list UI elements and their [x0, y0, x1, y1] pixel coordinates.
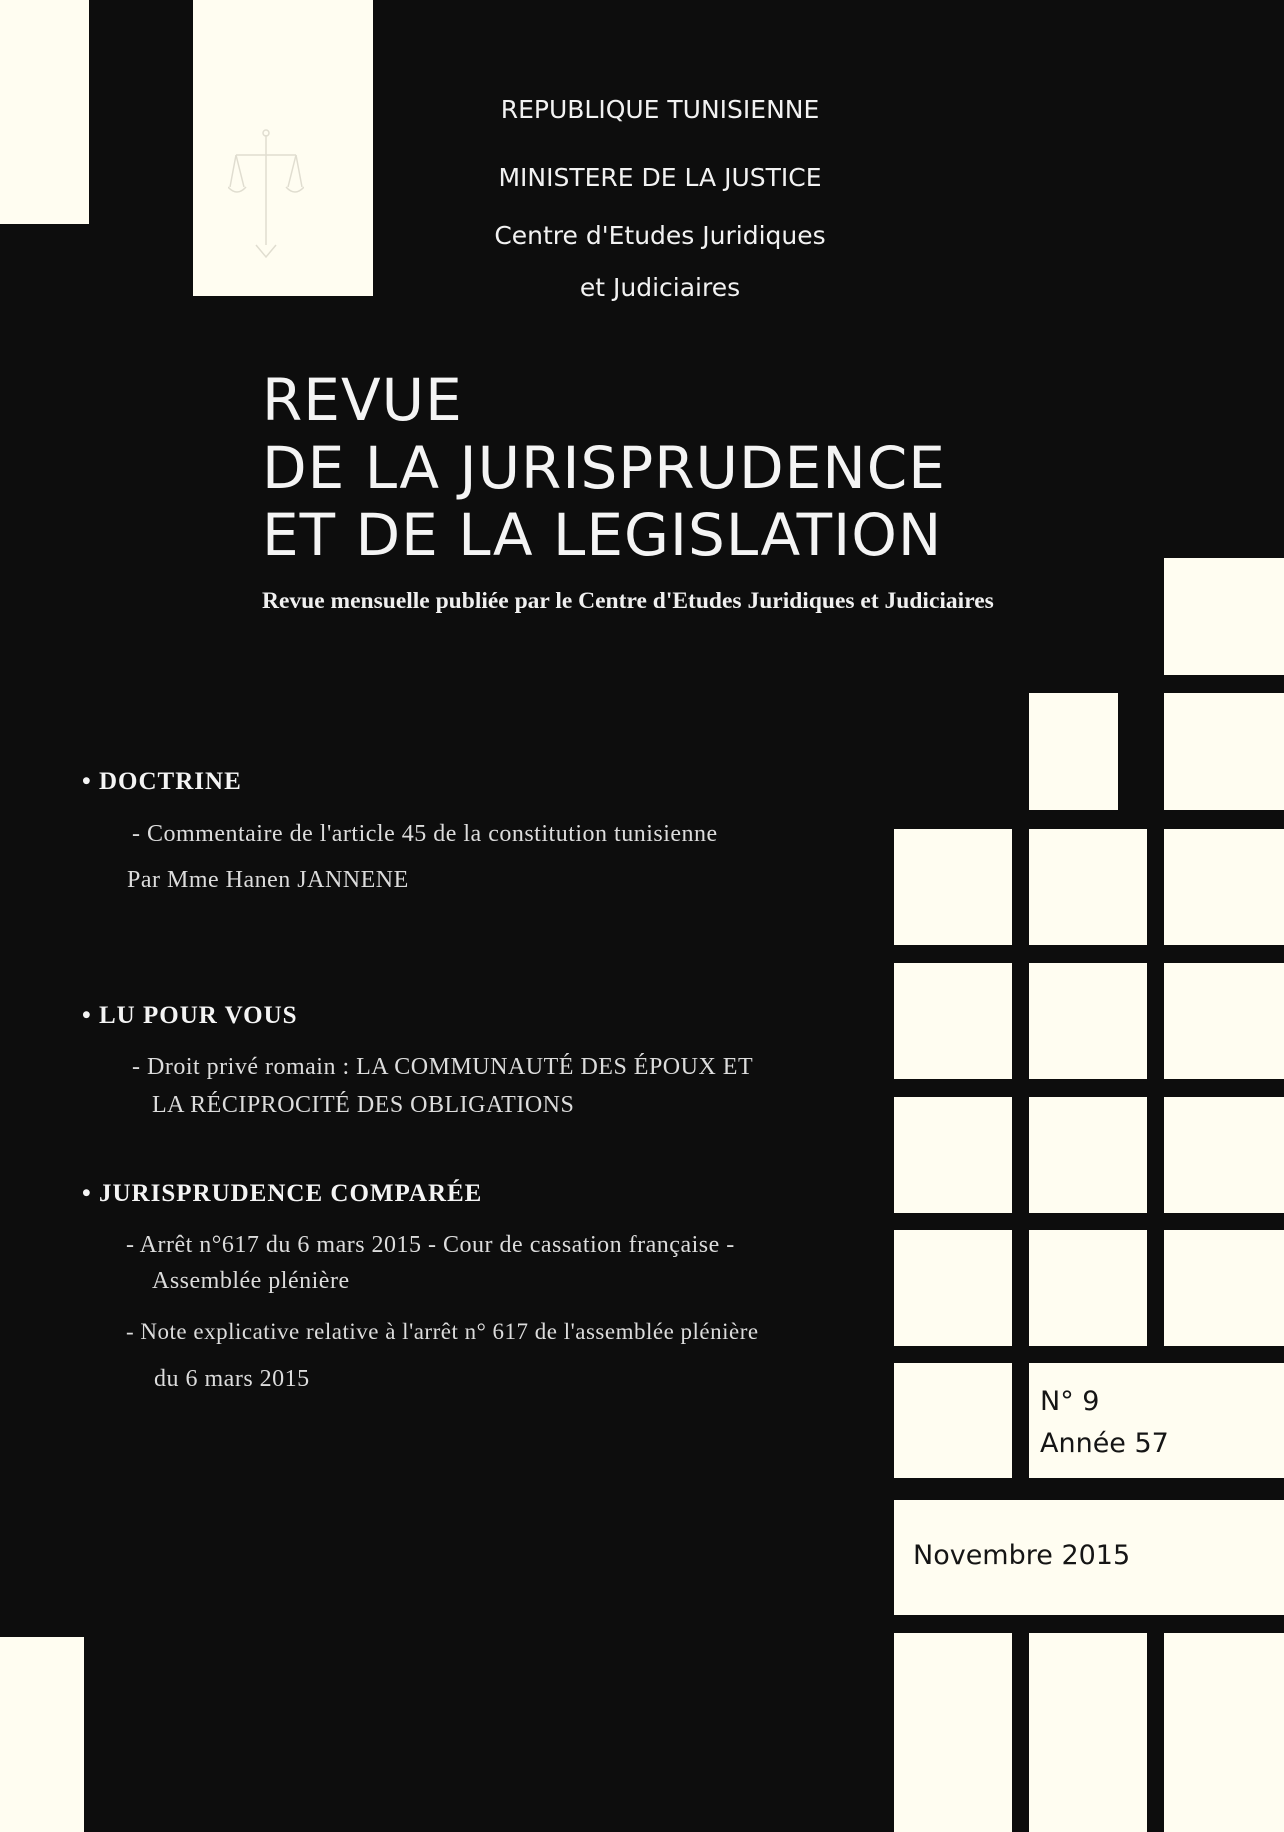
jurisprudence-article-1: - Arrêt n°617 du 6 mars 2015 - Cour de cassation française - [126, 1232, 735, 1258]
journal-subtitle: Revue mensuelle publiée par le Centre d'Etudes Juridiques et Judiciaires [262, 588, 994, 614]
grid-square [1164, 1230, 1284, 1346]
grid-square [1164, 963, 1284, 1079]
doctrine-author: Par Mme Hanen JANNENE [127, 867, 409, 893]
jurisprudence-article-1-line2: Assemblée plénière [152, 1268, 350, 1294]
grid-square [1029, 1633, 1147, 1832]
country-name: REPUBLIQUE TUNISIENNE [500, 95, 820, 124]
grid-square [894, 1633, 1012, 1832]
jurisprudence-article-2-line2: du 6 mars 2015 [154, 1366, 310, 1392]
journal-title-line3: ET DE LA LEGISLATION [262, 501, 943, 569]
grid-square [1029, 829, 1147, 945]
centre-name: Centre d'Etudes Juridiques [494, 221, 826, 250]
grid-square [1029, 963, 1147, 1079]
lu-pour-vous-article: - Droit privé romain : LA COMMUNAUTÉ DES ÉPOUX ET [132, 1054, 754, 1080]
grid-square [1029, 1097, 1147, 1213]
jurisprudence-article-2: - Note explicative relative à l'arrêt n° 617 de l'assemblée plénière [126, 1319, 759, 1344]
grid-square [1029, 1230, 1147, 1346]
journal-title-line2: DE LA JURISPRUDENCE [262, 434, 946, 502]
section-jurisprudence-comparee: • JURISPRUDENCE COMPARÉE [82, 1180, 483, 1207]
doctrine-article: - Commentaire de l'article 45 de la constitution tunisienne [132, 821, 718, 847]
section-doctrine: • DOCTRINE [82, 768, 242, 795]
section-lu-pour-vous: • LU POUR VOUS [82, 1002, 298, 1029]
grid-square [1164, 1097, 1284, 1213]
grid-square [894, 1363, 1012, 1478]
grid-square [894, 963, 1012, 1079]
decorative-square [0, 1637, 84, 1832]
issue-date: Novembre 2015 [913, 1540, 1131, 1571]
grid-square [1164, 558, 1284, 675]
grid-square [1164, 693, 1284, 810]
centre-name-line2: et Judiciaires [579, 273, 741, 302]
scales-of-justice-icon [228, 125, 304, 275]
grid-square [1164, 829, 1284, 945]
grid-square [894, 1230, 1012, 1346]
grid-square [1164, 1633, 1284, 1832]
issue-number-box [1029, 1363, 1284, 1478]
grid-square [894, 829, 1012, 945]
issue-number: N° 9 [1040, 1386, 1100, 1417]
grid-square [894, 1097, 1012, 1213]
issue-year: Année 57 [1040, 1428, 1169, 1459]
journal-title-line1: REVUE [262, 366, 463, 434]
decorative-square [0, 0, 89, 224]
ministry-name: MINISTERE DE LA JUSTICE [498, 163, 822, 192]
grid-square [1029, 693, 1118, 810]
lu-pour-vous-article-line2: LA RÉCIPROCITÉ DES OBLIGATIONS [152, 1092, 575, 1118]
